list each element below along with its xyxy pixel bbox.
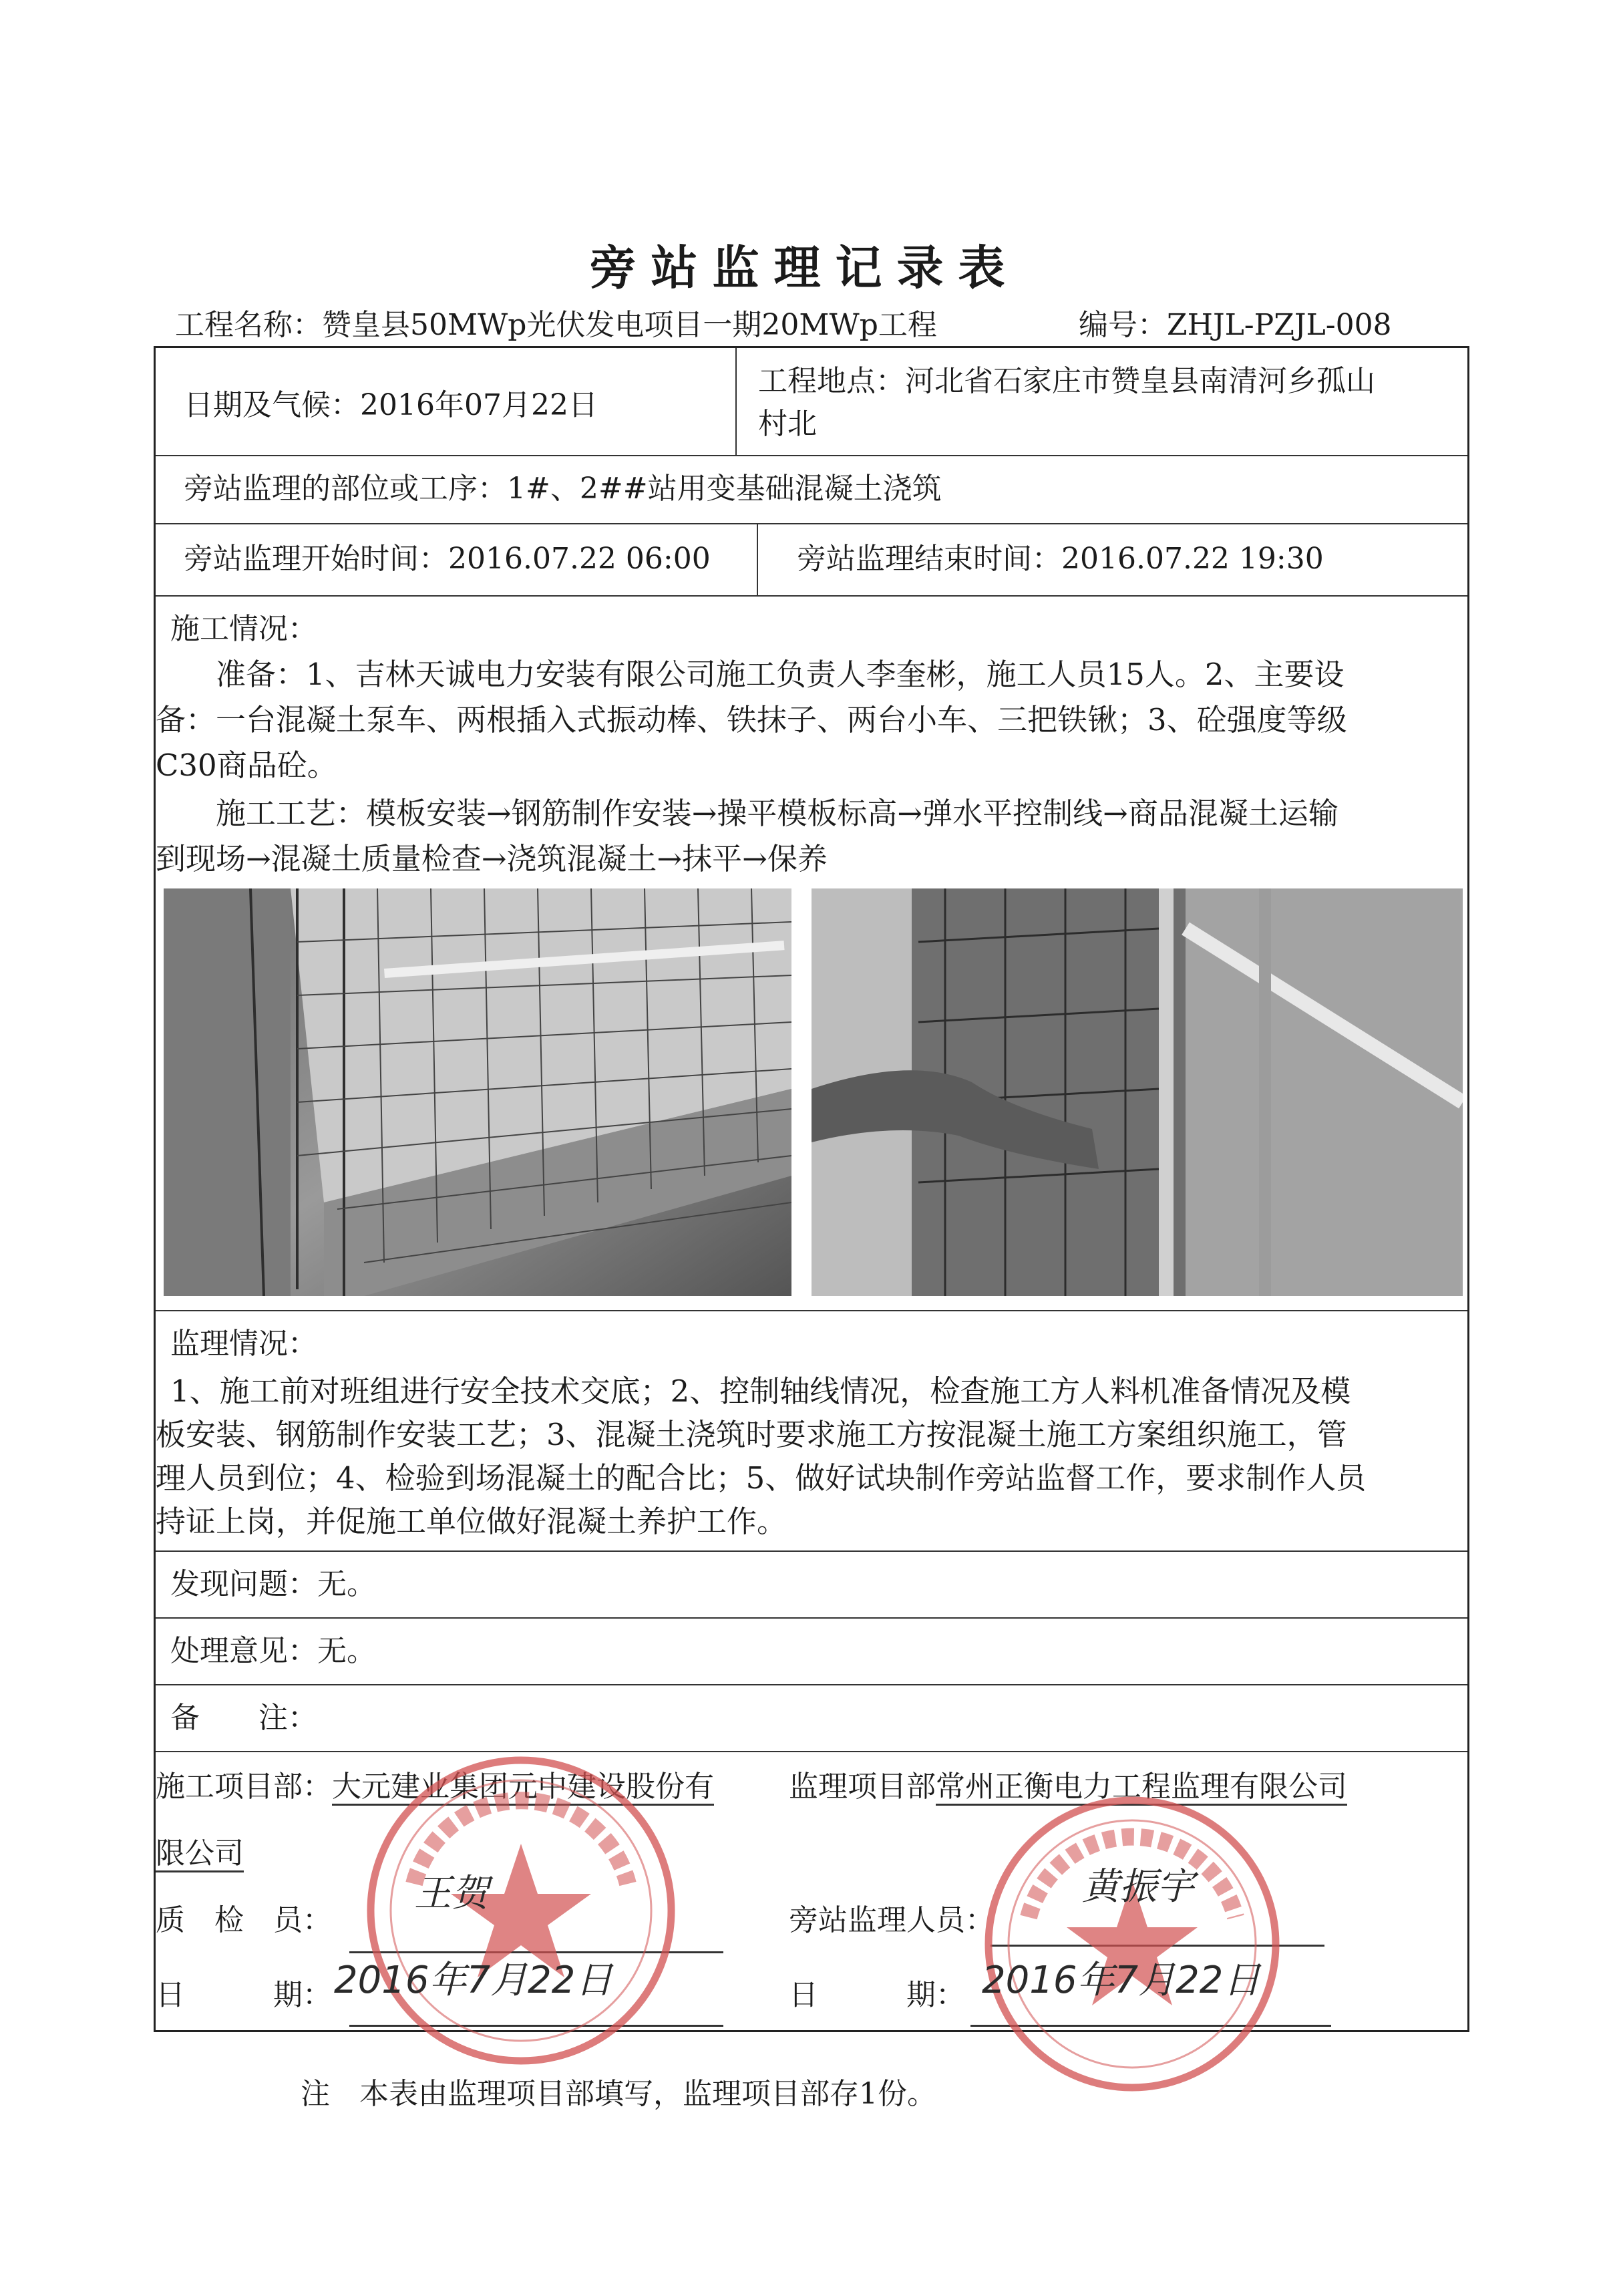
date-label: 日期及气候：	[184, 388, 360, 422]
supervision-line: 理人员到位；4、检验到场混凝土的配合比；5、做好试块制作旁站监督工作，要求制作人员	[156, 1460, 1367, 1496]
contractor-seal	[361, 1750, 681, 2071]
divider	[156, 1617, 1467, 1619]
opinion-value: 无。	[317, 1634, 376, 1668]
supervisor-seal	[972, 1790, 1292, 2098]
issues-value: 无。	[317, 1567, 376, 1601]
issues-label: 发现问题：	[170, 1567, 317, 1601]
part-label: 旁站监理的部位或工序：	[184, 472, 507, 506]
divider	[156, 1550, 1467, 1552]
divider	[156, 1684, 1467, 1685]
document-number	[1079, 301, 1392, 343]
divider	[156, 455, 1467, 456]
project-name-line	[175, 301, 937, 343]
process-line: 施工工艺：模板安装→钢筋制作安装→操平模板标高→弹水平控制线→商品混凝土运输	[216, 796, 1338, 831]
construction-heading: 施工情况：	[170, 612, 317, 646]
location-value: 河北省石家庄市赞皇县南清河乡孤山	[905, 364, 1375, 398]
supervisor-signature: 黄振宇	[1082, 1865, 1194, 1909]
supervisor-date-handwritten: 2016年7月22日	[982, 1959, 1261, 2002]
part-field	[184, 472, 942, 507]
start-time-value: 2016.07.22 06:00	[448, 542, 711, 576]
opinion-label: 处理意见：	[170, 1634, 317, 1668]
start-time-field	[184, 542, 711, 577]
divider	[735, 348, 737, 455]
opinion-field	[170, 1634, 376, 1669]
number-label: 编号：	[1079, 308, 1167, 342]
start-time-label: 旁站监理开始时间：	[184, 542, 448, 576]
location-field	[758, 364, 1375, 399]
rebar-formwork-photo	[164, 888, 791, 1296]
end-time-value: 2016.07.22 19:30	[1061, 542, 1324, 576]
date-value: 2016年07月22日	[360, 388, 598, 422]
end-time-label: 旁站监理结束时间：	[797, 542, 1061, 576]
location-label: 工程地点：	[758, 364, 905, 398]
date-field	[184, 388, 598, 424]
supervisor-person-label: 旁站监理人员：	[789, 1903, 995, 1937]
supervision-heading: 监理情况：	[170, 1327, 317, 1361]
process-line: 到现场→混凝土质量检查→浇筑混凝土→抹平→保养	[156, 841, 828, 876]
supervision-line: 1、施工前对班组进行安全技术交底；2、控制轴线情况，检查施工方人料机准备情况及模	[170, 1373, 1351, 1409]
divider	[156, 1751, 1467, 1752]
prep-line: 准备：1、吉林天诚电力安装有限公司施工负责人李奎彬，施工人员15人。2、主要设	[216, 657, 1345, 692]
project-label: 工程名称：	[175, 308, 322, 342]
supervision-line: 板安装、钢筋制作安装工艺；3、混凝土浇筑时要求施工方按混凝土施工方案组织施工，管	[156, 1417, 1347, 1452]
part-value: 1#、2##站用变基础混凝土浇筑	[507, 472, 942, 506]
footnote: 注 本表由监理项目部填写，监理项目部存1份。	[301, 2077, 936, 2111]
contractor-name: 大元建业集团元中建设股份有	[332, 1770, 714, 1806]
date-label-right: 日 期：	[789, 1978, 965, 2012]
contractor-name-cont: 限公司	[156, 1836, 244, 1872]
prep-line: 备：一台混凝土泵车、两根插入式振动棒、铁抹子、两台小车、三把铁锹；3、砼强度等级	[156, 702, 1347, 737]
project-name: 赞皇县50MWp光伏发电项目一期20MWp工程	[322, 308, 937, 342]
inspector-label: 质 检 员：	[156, 1903, 332, 1937]
inspector-signature: 王贺	[414, 1872, 489, 1915]
document-title: 旁站监理记录表	[589, 240, 1020, 295]
divider	[156, 1310, 1467, 1311]
concrete-pouring-photo	[812, 888, 1463, 1296]
supervisor-label: 监理项目部	[789, 1770, 936, 1804]
supervisor-name: 常州正衡电力工程监理有限公司	[936, 1770, 1347, 1806]
divider	[757, 523, 758, 595]
number-value: ZHJL-PZJL-008	[1167, 308, 1392, 342]
date-label-left: 日 期：	[156, 1978, 332, 2012]
divider	[156, 595, 1467, 597]
location-value-cont: 村北	[758, 407, 817, 441]
remarks-label: 备 注：	[170, 1701, 317, 1735]
divider	[156, 523, 1467, 524]
end-time-field	[797, 542, 1324, 577]
prep-line: C30商品砼。	[156, 748, 337, 783]
issues-field	[170, 1567, 376, 1603]
contractor-label: 施工项目部：	[156, 1770, 332, 1804]
supervision-line: 持证上岗，并促施工单位做好混凝土养护工作。	[156, 1504, 787, 1539]
inspector-date-handwritten: 2016年7月22日	[334, 1959, 613, 2002]
